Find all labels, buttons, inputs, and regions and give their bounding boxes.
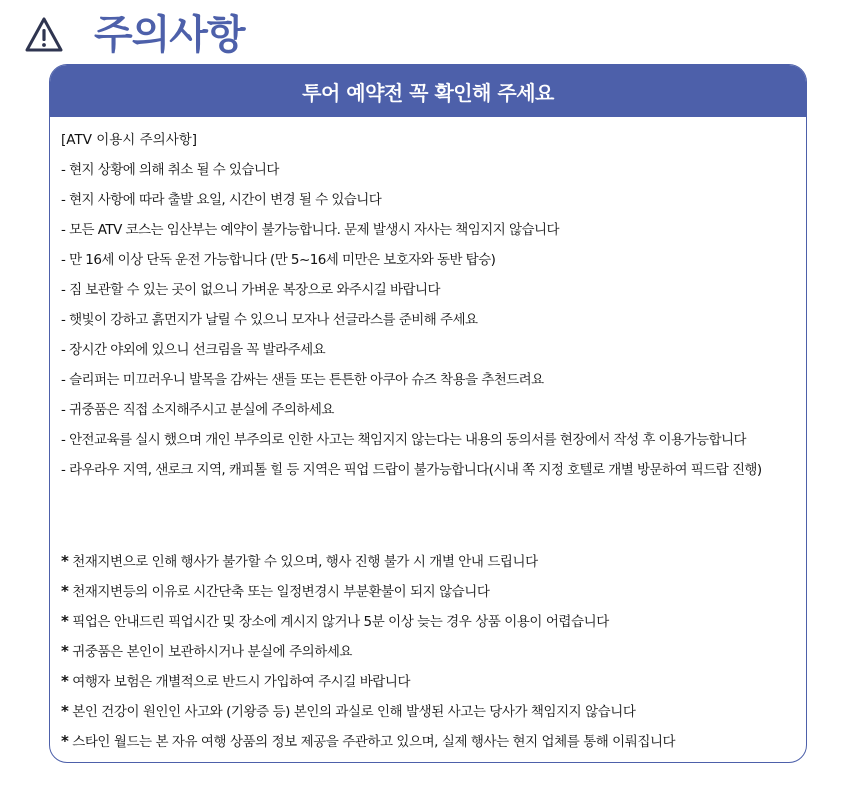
atv-rule-item: - 짐 보관할 수 있는 곳이 없으니 가벼운 복장으로 와주시길 바랍니다 xyxy=(61,282,440,298)
atv-rule-item: - 현지 상황에 의해 취소 될 수 있습니다 xyxy=(61,162,279,178)
notice-item xyxy=(61,666,675,696)
atv-section xyxy=(61,125,802,485)
atv-rule-item: - 햇빛이 강하고 흙먼지가 날릴 수 있으니 모자나 선글라스를 준비해 주세요 xyxy=(61,312,478,328)
atv-rule-item: - 장시간 야외에 있으니 선크림을 꼭 발라주세요 xyxy=(61,342,326,358)
atv-section-title: [ATV 이용시 주의사항] xyxy=(61,132,198,148)
atv-rule-item: - 모든 ATV 코스는 임산부는 예약이 불가능합니다. 문제 발생시 자사는 책임지지 않습니다 xyxy=(61,222,559,238)
atv-rule-item: - 현지 사항에 따라 출발 요일, 시간이 변경 될 수 있습니다 xyxy=(61,192,382,208)
warning-triangle-icon xyxy=(24,15,64,55)
notice-text: 스타인 월드는 본 자유 여행 상품의 정보 제공을 주관하고 있으며, 실제 행사는 현지 업체를 통해 이뤄집니다 xyxy=(72,734,676,750)
notice-text: 픽업은 안내드린 픽업시간 및 장소에 계시지 않거나 5분 이상 늦는 경우 상품 이용이 어렵습니다 xyxy=(72,614,609,630)
atv-rule-item: - 안전교육를 실시 했으며 개인 부주의로 인한 사고는 책임지지 않는다는 내용의 동의서를 현장에서 작성 후 이용가능합니다 xyxy=(61,432,746,448)
atv-rule-item: - 슬리퍼는 미끄러우니 발목을 감싸는 샌들 또는 튼튼한 아쿠아 슈즈 착용을 추천드려요 xyxy=(61,372,544,388)
atv-rule-item: - 만 16세 이상 단독 운전 가능합니다 (만 5~16세 미만은 보호자와 동반 탑승) xyxy=(61,252,496,268)
notice-text: 천재지변등의 이유로 시간단축 또는 일정변경시 부분환불이 되지 않습니다 xyxy=(72,584,490,600)
bullet-star: * xyxy=(61,732,69,750)
notice-text: 귀중품은 본인이 보관하시거나 분실에 주의하세요 xyxy=(72,644,353,660)
notice-item xyxy=(61,696,675,726)
bullet-star: * xyxy=(61,552,69,570)
notice-item xyxy=(61,576,675,606)
atv-rule-item: - 라우라우 지역, 샌로크 지역, 캐피톨 힐 등 지역은 픽업 드랍이 불가능합니다(시내 쪽 지정 호텔로 개별 방문하여 픽드랍 진행) xyxy=(61,462,762,478)
notice-item xyxy=(61,546,675,576)
notice-card xyxy=(49,64,807,763)
page-heading xyxy=(24,10,245,60)
notice-text: 본인 건강이 원인인 사고와 (기왕증 등) 본인의 과실로 인해 발생된 사고는 당사가 책임지지 않습니다 xyxy=(72,704,636,720)
general-notice-list xyxy=(61,546,675,756)
notice-text: 여행자 보험은 개별적으로 반드시 가입하여 주시길 바랍니다 xyxy=(72,674,411,690)
bullet-star: * xyxy=(61,582,69,600)
page-title: 주의사항 xyxy=(94,12,245,58)
bullet-star: * xyxy=(61,642,69,660)
bullet-star: * xyxy=(61,612,69,630)
atv-rule-item: - 귀중품은 직접 소지해주시고 분실에 주의하세요 xyxy=(61,402,334,418)
bullet-star: * xyxy=(61,672,69,690)
notice-text: 천재지변으로 인해 행사가 불가할 수 있으며, 행사 진행 불가 시 개별 안내 드립니다 xyxy=(72,554,538,570)
atv-rule-list xyxy=(61,155,802,485)
notice-item xyxy=(61,636,675,666)
bullet-star: * xyxy=(61,702,69,720)
notice-item xyxy=(61,726,675,756)
notice-item xyxy=(61,606,675,636)
notice-banner: 투어 예약전 꼭 확인해 주세요 xyxy=(50,65,806,117)
